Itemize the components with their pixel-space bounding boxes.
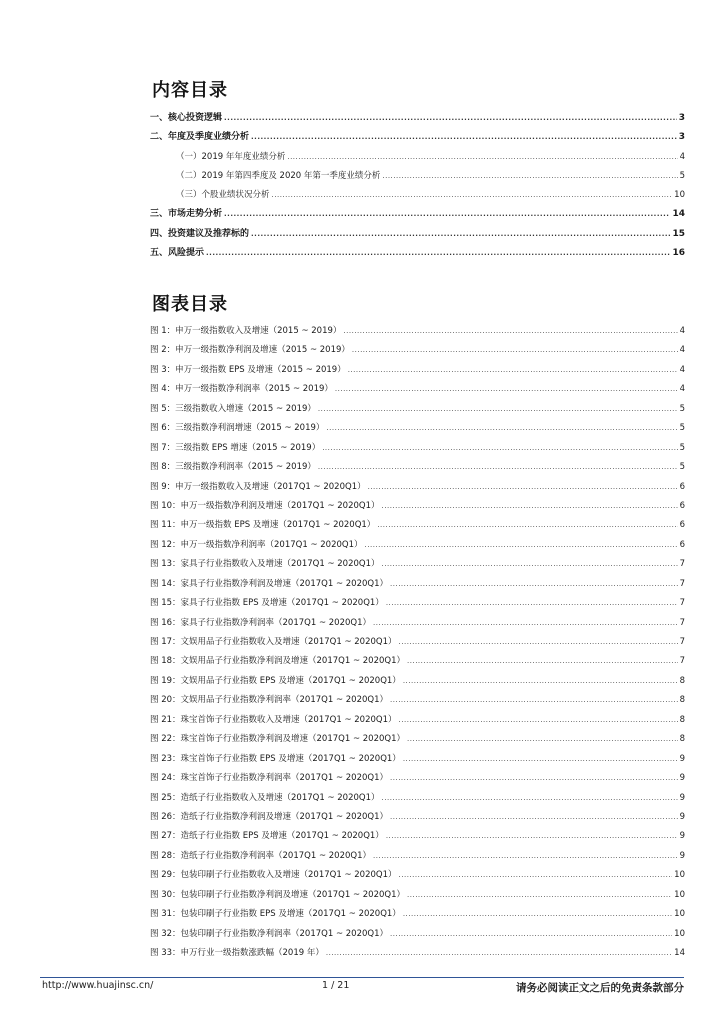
figure-entry-label: 图 17：文娱用品子行业指数收入及增速（2017Q1 ~ 2020Q1） xyxy=(150,637,397,647)
figure-entry-label: 图 13：家具子行业指数收入及增速（2017Q1 ~ 2020Q1） xyxy=(150,559,380,570)
leader-dots xyxy=(326,944,672,963)
leader-dots xyxy=(382,555,678,574)
leader-dots xyxy=(335,380,678,399)
leader-dots xyxy=(399,866,673,885)
contents-entry-page-number: 5 xyxy=(679,170,685,181)
figure-entry[interactable] xyxy=(150,322,685,341)
contents-entry[interactable] xyxy=(150,186,685,205)
contents-entry[interactable] xyxy=(150,148,685,167)
figure-entry-page-number: 10 xyxy=(674,889,685,900)
figure-entry-page-number: 7 xyxy=(679,617,685,628)
figure-entry-label: 图 6：三级指数净利润增速（2015 ~ 2019） xyxy=(150,423,325,434)
leader-dots xyxy=(399,711,678,730)
figure-entry[interactable] xyxy=(150,633,685,652)
contents-entry-label: 一、核心投资逻辑 xyxy=(150,113,223,123)
leader-dots xyxy=(272,186,673,205)
figure-entry-label: 图 7：三级指数 EPS 增速（2015 ~ 2019） xyxy=(150,442,321,453)
figure-entry-page-number: 10 xyxy=(674,870,685,881)
figure-entry-label: 图 24：珠宝首饰子行业指数净利润率（2017Q1 ~ 2020Q1） xyxy=(150,773,389,784)
figure-entry-page-number: 6 xyxy=(679,500,685,511)
figure-entry[interactable] xyxy=(150,711,685,730)
figure-entry[interactable] xyxy=(150,652,685,671)
figure-entry[interactable] xyxy=(150,730,685,749)
figure-entry[interactable] xyxy=(150,944,685,963)
leader-dots xyxy=(382,789,678,808)
figure-entry[interactable] xyxy=(150,361,685,380)
figure-entry-page-number: 4 xyxy=(679,384,685,395)
leader-dots xyxy=(390,769,678,788)
figure-entry-label: 图 2：申万一级指数净利润及增速（2015 ~ 2019） xyxy=(150,345,350,356)
figure-entry-label: 图 29：包装印刷子行业指数收入及增速（2017Q1 ~ 2020Q1） xyxy=(150,870,397,881)
figure-entry[interactable] xyxy=(150,341,685,360)
leader-dots xyxy=(348,361,678,380)
figure-entry-label: 图 3：申万一级指数 EPS 及增速（2015 ~ 2019） xyxy=(150,364,346,375)
figure-entry-page-number: 4 xyxy=(679,364,685,375)
leader-dots xyxy=(368,478,678,497)
figure-entry-label: 图 22：珠宝首饰子行业指数净利润及增速（2017Q1 ~ 2020Q1） xyxy=(150,734,406,745)
contents-entry-label: 三、市场走势分析 xyxy=(150,209,223,220)
leader-dots xyxy=(251,225,670,244)
leader-dots xyxy=(318,458,678,477)
figure-entry-page-number: 6 xyxy=(679,520,685,531)
contents-entry[interactable] xyxy=(150,128,685,147)
contents-list xyxy=(150,109,685,263)
leader-dots xyxy=(287,148,677,167)
leader-dots xyxy=(407,652,678,671)
figure-entry-page-number: 9 xyxy=(679,831,685,842)
figure-entry-page-number: 7 xyxy=(679,656,685,667)
leader-dots xyxy=(377,516,677,535)
figure-entry-page-number: 8 xyxy=(679,714,685,725)
figure-entry-page-number: 7 xyxy=(679,598,685,609)
figure-entry-page-number: 6 xyxy=(679,539,685,550)
figure-entry-label: 图 28：造纸子行业指数净利润率（2017Q1 ~ 2020Q1） xyxy=(150,850,372,861)
figure-entry-page-number: 7 xyxy=(679,637,685,647)
leader-dots xyxy=(386,827,678,846)
figure-entry[interactable] xyxy=(150,808,685,827)
figure-entry-page-number: 7 xyxy=(679,559,685,570)
contents-entry[interactable] xyxy=(150,167,685,186)
figure-entry-page-number: 5 xyxy=(679,423,685,434)
contents-entry-label: （一）2019 年年度业绩分析 xyxy=(176,151,286,162)
page-indicator: 1 / 21 xyxy=(322,980,350,991)
figure-entry-label: 图 26：造纸子行业指数净利润及增速（2017Q1 ~ 2020Q1） xyxy=(150,811,389,822)
figure-entry[interactable] xyxy=(150,575,685,594)
figure-entry-page-number: 5 xyxy=(679,442,685,453)
figure-entry-page-number: 7 xyxy=(679,578,685,589)
figure-entry[interactable] xyxy=(150,769,685,788)
leader-dots xyxy=(390,808,678,827)
contents-entry-label: （二）2019 年第四季度及 2020 年第一季度业绩分析 xyxy=(176,170,381,181)
contents-entry-page-number: 3 xyxy=(678,132,685,143)
figure-entry[interactable] xyxy=(150,478,685,497)
leader-dots xyxy=(326,419,677,438)
figure-entry-label: 图 27：造纸子行业指数 EPS 及增速（2017Q1 ~ 2020Q1） xyxy=(150,831,384,842)
figure-entry[interactable] xyxy=(150,886,685,905)
figure-entry[interactable] xyxy=(150,439,685,458)
leader-dots xyxy=(318,400,678,419)
figure-entry-label: 图 23：珠宝首饰子行业指数 EPS 及增速（2017Q1 ~ 2020Q1） xyxy=(150,753,401,764)
figure-entry-label: 图 11：申万一级指数 EPS 及增速（2017Q1 ~ 2020Q1） xyxy=(150,520,376,531)
contents-entry-page-number: 16 xyxy=(672,248,685,259)
leader-dots xyxy=(399,633,678,652)
figure-entry-label: 图 32：包装印刷子行业指数净利润率（2017Q1 ~ 2020Q1） xyxy=(150,928,389,939)
figure-entry[interactable] xyxy=(150,419,685,438)
figure-entry-label: 图 31：包装印刷子行业指数 EPS 及增速（2017Q1 ~ 2020Q1） xyxy=(150,909,401,920)
leader-dots xyxy=(390,575,678,594)
figure-entry[interactable] xyxy=(150,458,685,477)
figure-entry-page-number: 8 xyxy=(679,695,685,706)
figures-title: 图表目录 xyxy=(152,294,228,315)
leader-dots xyxy=(365,536,678,555)
figure-entry[interactable] xyxy=(150,614,685,633)
figure-entry-label: 图 18：文娱用品子行业指数净利润及增速（2017Q1 ~ 2020Q1） xyxy=(150,656,406,667)
contents-entry-label: 二、年度及季度业绩分析 xyxy=(150,132,250,143)
leader-dots xyxy=(390,691,678,710)
figure-entry-label: 图 16：家具子行业指数净利润率（2017Q1 ~ 2020Q1） xyxy=(150,617,372,628)
figure-entry-page-number: 4 xyxy=(679,326,685,336)
figure-entry-label: 图 14：家具子行业指数净利润及增速（2017Q1 ~ 2020Q1） xyxy=(150,578,389,589)
footer-divider xyxy=(40,977,684,978)
figure-entry-page-number: 8 xyxy=(679,734,685,745)
leader-dots xyxy=(390,925,672,944)
figure-entry-label: 图 25：造纸子行业指数收入及增速（2017Q1 ~ 2020Q1） xyxy=(150,792,380,803)
leader-dots xyxy=(251,128,677,147)
figure-entry-label: 图 20：文娱用品子行业指数净利润率（2017Q1 ~ 2020Q1） xyxy=(150,695,389,706)
figure-entry-page-number: 5 xyxy=(679,462,685,473)
figure-entry[interactable] xyxy=(150,691,685,710)
figure-entry-label: 图 4：申万一级指数净利润率（2015 ~ 2019） xyxy=(150,384,333,395)
contents-entry-page-number: 15 xyxy=(672,228,685,239)
contents-entry[interactable] xyxy=(150,109,685,128)
leader-dots xyxy=(403,905,672,924)
contents-entry-page-number: 14 xyxy=(672,209,685,220)
figure-entry-label: 图 10：申万一级指数净利润及增速（2017Q1 ~ 2020Q1） xyxy=(150,500,380,511)
leader-dots xyxy=(206,244,670,263)
figure-entry[interactable] xyxy=(150,847,685,866)
contents-entry-page-number: 3 xyxy=(678,113,685,123)
leader-dots xyxy=(224,109,677,128)
figure-entry-label: 图 33：申万行业一级指数涨跌幅（2019 年） xyxy=(150,948,324,958)
leader-dots xyxy=(224,205,670,224)
contents-entry-label: （三）个股业绩状况分析 xyxy=(176,190,270,201)
figure-entry-label: 图 1：申万一级指数收入及增速（2015 ~ 2019） xyxy=(150,326,342,336)
contents-entry-label: 五、风险提示 xyxy=(150,248,205,259)
figure-entry[interactable] xyxy=(150,672,685,691)
figure-entry-page-number: 9 xyxy=(679,773,685,784)
figure-entry-page-number: 6 xyxy=(679,481,685,492)
contents-title: 内容目录 xyxy=(152,80,228,101)
figure-entry[interactable] xyxy=(150,555,685,574)
figure-entry[interactable] xyxy=(150,536,685,555)
figure-entry-label: 图 5：三级指数收入增速（2015 ~ 2019） xyxy=(150,403,316,414)
leader-dots xyxy=(403,750,678,769)
contents-entry[interactable] xyxy=(150,205,685,224)
figure-entry[interactable] xyxy=(150,866,685,885)
figure-entry-page-number: 9 xyxy=(679,753,685,764)
figure-entry-page-number: 9 xyxy=(679,811,685,822)
figure-entry-page-number: 9 xyxy=(679,850,685,861)
figure-entry-page-number: 14 xyxy=(674,948,685,958)
figure-entry-page-number: 4 xyxy=(679,345,685,356)
figure-entry-page-number: 10 xyxy=(674,928,685,939)
leader-dots xyxy=(322,439,677,458)
figure-entry-label: 图 19：文娱用品子行业指数 EPS 及增速（2017Q1 ~ 2020Q1） xyxy=(150,675,401,686)
figure-entry-label: 图 12：申万一级指数净利润率（2017Q1 ~ 2020Q1） xyxy=(150,539,363,550)
contents-entry[interactable] xyxy=(150,244,685,263)
figures-list xyxy=(150,322,685,963)
figure-entry-page-number: 9 xyxy=(679,792,685,803)
figure-entry[interactable] xyxy=(150,789,685,808)
leader-dots xyxy=(386,594,678,613)
figure-entry-label: 图 15：家具子行业指数 EPS 及增速（2017Q1 ~ 2020Q1） xyxy=(150,598,384,609)
figure-entry[interactable] xyxy=(150,750,685,769)
figure-entry-label: 图 30：包装印刷子行业指数净利润及增速（2017Q1 ~ 2020Q1） xyxy=(150,889,406,900)
figure-entry[interactable] xyxy=(150,400,685,419)
figure-entry[interactable] xyxy=(150,925,685,944)
figure-entry[interactable] xyxy=(150,497,685,516)
figure-entry-label: 图 8：三级指数净利润率（2015 ~ 2019） xyxy=(150,462,316,473)
figure-entry[interactable] xyxy=(150,594,685,613)
leader-dots xyxy=(407,730,678,749)
contents-entry-label: 四、投资建议及推荐标的 xyxy=(150,228,250,239)
footer-url[interactable]: http://www.huajinsc.cn/ xyxy=(42,980,154,991)
contents-entry-page-number: 10 xyxy=(674,190,685,201)
leader-dots xyxy=(382,167,677,186)
leader-dots xyxy=(373,847,678,866)
leader-dots xyxy=(403,672,678,691)
figure-entry[interactable] xyxy=(150,905,685,924)
leader-dots xyxy=(352,341,678,360)
figure-entry-page-number: 8 xyxy=(679,675,685,686)
contents-entry[interactable] xyxy=(150,225,685,244)
figure-entry-label: 图 9：申万一级指数收入及增速（2017Q1 ~ 2020Q1） xyxy=(150,481,366,492)
figure-entry-label: 图 21：珠宝首饰子行业指数收入及增速（2017Q1 ~ 2020Q1） xyxy=(150,714,397,725)
contents-entry-page-number: 4 xyxy=(679,151,685,162)
leader-dots xyxy=(407,886,672,905)
disclaimer-note: 请务必阅读正文之后的免责条款部分 xyxy=(516,982,684,994)
figure-entry[interactable] xyxy=(150,827,685,846)
leader-dots xyxy=(373,614,678,633)
leader-dots xyxy=(343,322,677,341)
figure-entry-page-number: 5 xyxy=(679,403,685,414)
leader-dots xyxy=(382,497,678,516)
figure-entry[interactable] xyxy=(150,516,685,535)
figure-entry-page-number: 10 xyxy=(674,909,685,920)
figure-entry[interactable] xyxy=(150,380,685,399)
